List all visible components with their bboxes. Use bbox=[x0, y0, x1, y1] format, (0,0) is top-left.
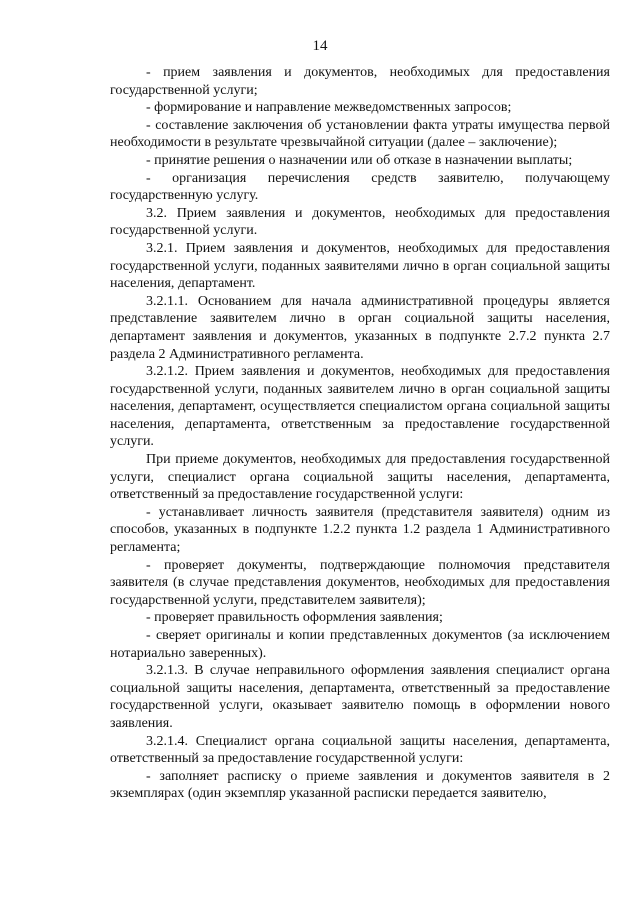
paragraph: - формирование и направление межведомственных запросов; bbox=[146, 100, 512, 116]
paragraph: 3.2. Прием заявления и документов, необходимых для предоставления государственной услуги. bbox=[110, 205, 610, 239]
paragraph: - устанавливает личность заявителя (представителя заявителя) одним из способов, указанных в подпункте 1.2.2 пункта 1.2 раздела 1 Административного регламента; bbox=[110, 504, 610, 556]
page-number: 14 bbox=[312, 38, 328, 54]
paragraph: - проверяет документы, подтверждающие полномочия представителя заявителя (в случае представления документов, необходимых для предоставления государственной услуги, представителем заявителя); bbox=[110, 557, 610, 608]
paragraph: - принятие решения о назначении или об отказе в назначении выплаты; bbox=[146, 152, 573, 168]
paragraph: 3.2.1.3. В случае неправильного оформления заявления специалист органа социальной защиты населения, департамента, ответственный за предоставление государственной услуги, оказывает заявителю помощь в оформлении нового заявления. bbox=[110, 663, 610, 731]
paragraph: При приеме документов, необходимых для предоставления государственной услуги, специалист органа социальной защиты населения, департамента, ответственный за предоставление государственной услуги: bbox=[110, 452, 610, 503]
document-body bbox=[110, 64, 610, 803]
paragraph: - проверяет правильность оформления заявления; bbox=[146, 610, 443, 626]
paragraph: 3.2.1.1. Основанием для начала административной процедуры является представление заявителем лично в орган социальной защиты населения, департамент заявления и документов, указанных в подпункте 2.7.2 пункта 2.7 раздела 2 Административного регламента. bbox=[110, 293, 610, 362]
paragraph: - прием заявления и документов, необходимых для предоставления государственной услуги; bbox=[110, 65, 610, 98]
paragraph: - сверяет оригиналы и копии представленных документов (за исключением нотариально заверенных). bbox=[110, 628, 610, 661]
paragraph: 3.2.1.2. Прием заявления и документов, необходимых для предоставления государственной услуги, поданных заявителем лично в орган социальной защиты населения, департамент, осуществляется специалистом органа социальной защиты населения, департамента, ответственным за предоставление государственной услуги. bbox=[110, 364, 610, 450]
paragraph: - организация перечисления средств заявителю, получающему государственную услугу. bbox=[110, 170, 610, 204]
paragraph: 3.2.1. Прием заявления и документов, необходимых для предоставления государственной услуги, поданных заявителями лично в орган социальной защиты населения, департамент. bbox=[110, 240, 610, 292]
paragraph: - заполняет расписку о приеме заявления и документов заявителя в 2 экземплярах (один экземпляр указанной расписки передается заявителю, bbox=[110, 768, 610, 802]
paragraph: 3.2.1.4. Специалист органа социальной защиты населения, департамента, ответственный за предоставление государственной услуги: bbox=[110, 733, 610, 767]
paragraph: - составление заключения об установлении факта утраты имущества первой необходимости в результате чрезвычайной ситуации (далее – заключение); bbox=[110, 117, 610, 151]
